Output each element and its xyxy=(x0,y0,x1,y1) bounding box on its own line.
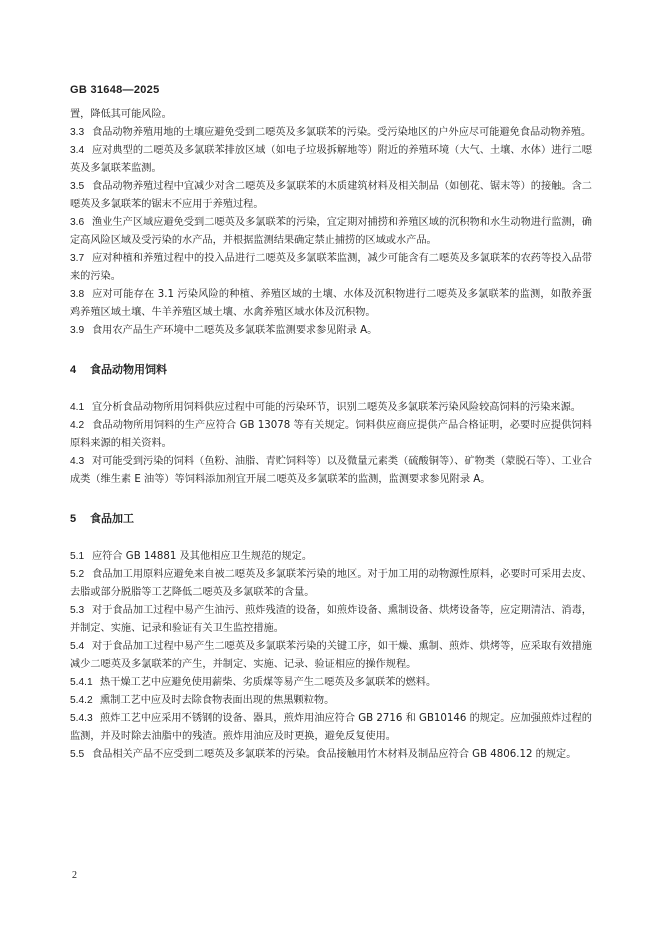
clause-3-4 xyxy=(70,142,592,178)
standard-code-header: GB 31648—2025 xyxy=(70,84,160,96)
clause-5-4-2 xyxy=(70,692,592,710)
section-4-heading xyxy=(70,361,592,379)
clause-number: 4.3 xyxy=(70,456,85,467)
section-4-clauses xyxy=(70,399,592,489)
clause-text: 熏制工艺中应及时去除食物表面出现的焦黑颗粒物。 xyxy=(100,695,335,706)
clause-3-9 xyxy=(70,322,592,340)
clause-number: 3.3 xyxy=(70,127,85,138)
clause-text: 应对可能存在 3.1 污染风险的种植、养殖区域的土壤、水体及沉积物进行二噁英及多氯联苯的监测，如散养蛋鸡养殖区域土壤、牛羊养殖区域土壤、水禽养殖区域水体及沉积物。 xyxy=(70,289,592,318)
clause-4-2 xyxy=(70,417,592,453)
clause-number: 5.4.3 xyxy=(70,713,93,724)
document-body xyxy=(70,106,592,764)
clause-text: 对于食品加工过程中易产生二噁英及多氯联苯污染的关键工序，如干燥、熏制、煎炸、烘烤等，应采取有效措施减少二噁英及多氯联苯的产生，并制定、实施、记录、验证相应的操作规程。 xyxy=(70,641,592,670)
clause-text: 对于食品加工过程中易产生油污、煎炸残渣的设备，如煎炸设备、熏制设备、烘烤设备等，应定期清洁、消毒，并制定、实施、记录和验证有关卫生监控措施。 xyxy=(70,605,592,634)
clause-3-7 xyxy=(70,250,592,286)
section-5-clauses xyxy=(70,548,592,764)
clause-text: 对可能受到污染的饲料（鱼粉、油脂、青贮饲料等）以及微量元素类（硫酸铜等）、矿物类（蒙脱石等）、工业合成类（维生素 E 油等）等饲料添加剂宜开展二噁英及多氯联苯的监测，监测要求参见附录 A。 xyxy=(70,456,592,485)
clause-text: 热干燥工艺中应避免使用薪柴、劣质煤等易产生二噁英及多氯联苯的燃料。 xyxy=(100,677,437,688)
clause-text: 食品动物养殖过程中宜减少对含二噁英及多氯联苯的木质建筑材料及相关制品（如刨花、锯末等）的接触。含二噁英及多氯联苯的锯末不应用于养殖过程。 xyxy=(70,181,592,210)
clause-number: 5.3 xyxy=(70,605,85,616)
clause-text: 食品动物养殖用地的土壤应避免受到二噁英及多氯联苯的污染。受污染地区的户外应尽可能避免食品动物养殖。 xyxy=(92,127,592,138)
clause-text: 应对典型的二噁英及多氯联苯排放区域（如电子垃圾拆解地等）附近的养殖环境（大气、土壤、水体）进行二噁英及多氯联苯监测。 xyxy=(70,145,592,174)
clause-number: 3.7 xyxy=(70,253,85,264)
clause-3-6 xyxy=(70,214,592,250)
clause-number: 3.9 xyxy=(70,325,85,336)
clause-number: 4.2 xyxy=(70,420,85,431)
section-number: 5 xyxy=(70,513,77,525)
clause-number: 4.1 xyxy=(70,402,85,413)
clause-3-8 xyxy=(70,286,592,322)
continuation-text: 置，降低其可能风险。 xyxy=(70,109,172,120)
clause-3-3 xyxy=(70,124,592,142)
clause-text: 煎炸工艺中应采用不锈钢的设备、器具，煎炸用油应符合 GB 2716 和 GB10146 的规定。应加强煎炸过程的监测，并及时除去油脂中的残渣。煎炸用油应及时更换，避免反复使用。 xyxy=(70,713,592,742)
clause-number: 5.4.2 xyxy=(70,695,93,706)
clause-5-5 xyxy=(70,746,592,764)
section-title: 食品加工 xyxy=(90,512,134,525)
clause-number: 3.4 xyxy=(70,145,85,156)
clause-text: 应符合 GB 14881 及其他相应卫生规范的规定。 xyxy=(92,551,313,562)
clause-number: 5.1 xyxy=(70,551,85,562)
clause-5-4 xyxy=(70,638,592,674)
clause-text: 食品加工用原料应避免来自被二噁英及多氯联苯污染的地区。对于加工用的动物源性原料，必要时可采用去皮、去脂或部分脱脂等工艺降低二噁英及多氯联苯的含量。 xyxy=(70,569,592,598)
clause-5-4-1 xyxy=(70,674,592,692)
clause-number: 5.4 xyxy=(70,641,85,652)
clause-number: 3.8 xyxy=(70,289,85,300)
clause-number: 5.2 xyxy=(70,569,85,580)
section-number: 4 xyxy=(70,364,77,376)
section-title: 食品动物用饲料 xyxy=(90,363,167,376)
clause-text: 应对种植和养殖过程中的投入品进行二噁英及多氯联苯监测，减少可能含有二噁英及多氯联苯的农药等投入品带来的污染。 xyxy=(70,253,592,282)
clause-text: 食用农产品生产环境中二噁英及多氯联苯监测要求参见附录 A。 xyxy=(92,325,378,336)
clause-5-3 xyxy=(70,602,592,638)
clause-text: 食品相关产品不应受到二噁英及多氯联苯的污染。食品接触用竹木材料及制品应符合 GB 4806.12 的规定。 xyxy=(92,749,577,760)
clause-text: 宜分析食品动物所用饲料供应过程中可能的污染环节，识别二噁英及多氯联苯污染风险较高饲料的污染来源。 xyxy=(92,402,581,413)
page-number: 2 xyxy=(72,870,77,881)
clause-4-1 xyxy=(70,399,592,417)
clause-number: 5.4.1 xyxy=(70,677,93,688)
section-5-heading xyxy=(70,510,592,528)
clause-3-5 xyxy=(70,178,592,214)
section-3-clauses xyxy=(70,124,592,340)
clause-5-4-3 xyxy=(70,710,592,746)
clause-4-3 xyxy=(70,453,592,489)
clause-text: 食品动物所用饲料的生产应符合 GB 13078 等有关规定。饲料供应商应提供产品合格证明，必要时应提供饲料原料来源的相关资料。 xyxy=(70,420,592,449)
clause-text: 渔业生产区域应避免受到二噁英及多氯联苯的污染，宜定期对捕捞和养殖区域的沉积物和水生动物进行监测，确定高风险区域及受污染的水产品，并根据监测结果确定禁止捕捞的区域或水产品。 xyxy=(70,217,592,246)
clause-5-1 xyxy=(70,548,592,566)
clause-number: 5.5 xyxy=(70,749,85,760)
clause-number: 3.6 xyxy=(70,217,85,228)
clause-5-2 xyxy=(70,566,592,602)
clause-number: 3.5 xyxy=(70,181,85,192)
